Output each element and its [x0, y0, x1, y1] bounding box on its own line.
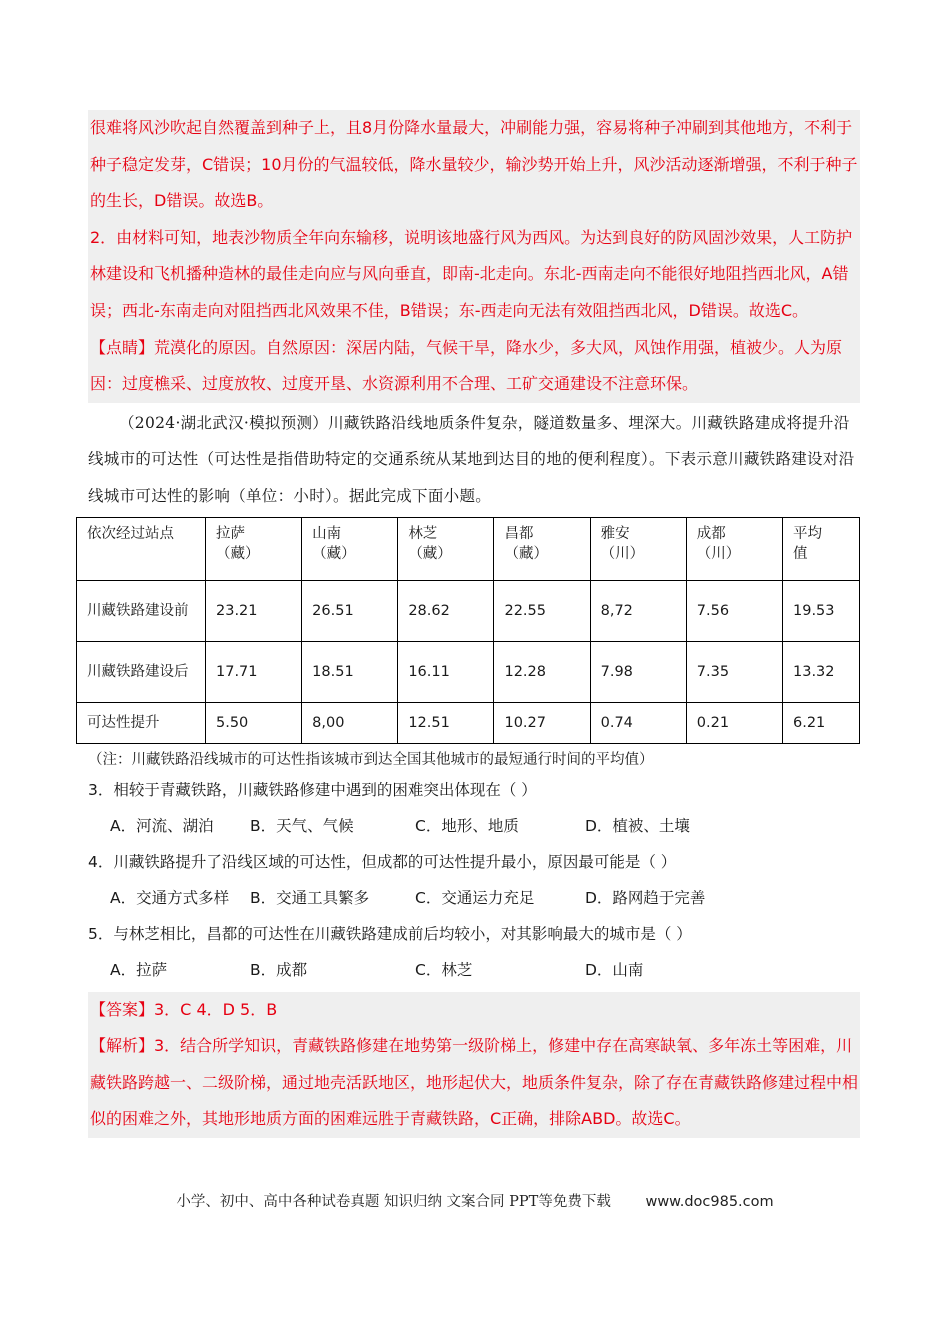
analysis-continuation: 很难将风沙吹起自然覆盖到种子上，且8月份降水量最大，冲刷能力强，容易将种子冲刷到其他地方，不利于种子稳定发芽，C错误；10月份的气温较低，降水量较少，输沙势开始上升，风沙活动逐渐增强，不利于种子的生长，D错误。故选B。: [90, 118, 858, 211]
answer-line: 【答案】3．C 4．D 5．B: [90, 999, 278, 1019]
table-cell: 7.35: [686, 641, 782, 702]
table-header-cell: 成都 （川）: [686, 517, 782, 580]
page-content: [88, 110, 860, 1138]
question-5: 5．与林芝相比，昌都的可达性在川藏铁路建成前后均较小，对其影响最大的城市是（ ）: [88, 924, 692, 943]
table-row: [77, 641, 860, 702]
question-3-options: [88, 808, 860, 844]
accessibility-table: [76, 517, 860, 744]
table-cell: 0.21: [686, 702, 782, 743]
option-d: D．路网趋于完善: [585, 888, 706, 907]
table-cell: 26.51: [302, 580, 398, 641]
table-cell: 23.21: [206, 580, 302, 641]
option-c: C．地形、地质: [415, 816, 519, 835]
table-cell: 5.50: [206, 702, 302, 743]
question-4: 4．川藏铁路提升了沿线区域的可达性，但成都的可达性提升最小，原因最可能是（ ）: [88, 852, 677, 871]
page-footer: [0, 1190, 950, 1211]
table-cell: 13.32: [783, 641, 860, 702]
table-header-cell: 昌都 （藏）: [494, 517, 590, 580]
question-5-options: [88, 952, 860, 988]
table-header-cell: 拉萨 （藏）: [206, 517, 302, 580]
option-c: C．林芝: [415, 960, 473, 979]
option-b: B．成都: [250, 960, 308, 979]
question-3: 3．相较于青藏铁路，川藏铁路修建中遇到的困难突出体现在（ ）: [88, 780, 537, 799]
option-b: B．天气、气候: [250, 816, 354, 835]
table-cell: 7.98: [590, 641, 686, 702]
table-cell: 8,00: [302, 702, 398, 743]
option-b: B．交通工具繁多: [250, 888, 370, 907]
row-label: 川藏铁路建设后: [77, 641, 206, 702]
analysis-paragraph: 【解析】3．结合所学知识，青藏铁路修建在地势第一级阶梯上，修建中存在高寒缺氧、多年冻土等困难，川藏铁路跨越一、二级阶梯，通过地壳活跃地区，地形起伏大，地质条件复杂，除了存在青藏铁路修建过程中相似的困难之外，其地形地质方面的困难远胜于青藏铁路，C正确，排除ABD。故选C。: [90, 1036, 859, 1129]
table-row: [77, 702, 860, 743]
table-header-cell: 平均 值: [783, 517, 860, 580]
table-header-row: [77, 517, 860, 580]
previous-analysis-block: [88, 110, 860, 403]
table-header-cell: 林芝 （藏）: [398, 517, 494, 580]
table-cell: 22.55: [494, 580, 590, 641]
option-a: A．交通方式多样: [110, 888, 230, 907]
question-stem: （2024·湖北武汉·模拟预测）川藏铁路沿线地质条件复杂，隧道数量多、埋深大。川藏铁路建成将提升沿线城市的可达性（可达性是指借助特定的交通系统从某地到达目的地的便利程度）。下表示意川藏铁路建设对沿线城市可达性的影响（单位：小时）。据此完成下面小题。: [88, 413, 855, 505]
table-cell: 12.28: [494, 641, 590, 702]
analysis-q2: 2．由材料可知，地表沙物质全年向东输移，说明该地盛行风为西风。为达到良好的防风固沙效果，人工防护林建设和飞机播种造林的最佳走向应与风向垂直，即南-北走向。东北-西南走向不能很好地阻挡西北风，A错误；西北-东南走向对阻挡西北风效果不佳，B错误；东-西走向无法有效阻挡西北风，D错误。故选C。: [90, 227, 853, 320]
table-header-cell: 雅安 （川）: [590, 517, 686, 580]
table-header-cell: 依次经过站点: [77, 517, 206, 580]
table-header-cell: 山南 （藏）: [302, 517, 398, 580]
table-cell: 18.51: [302, 641, 398, 702]
option-c: C．交通运力充足: [415, 888, 535, 907]
footer-text: 小学、初中、高中各种试卷真题 知识归纳 文案合同 PPT等免费下载: [176, 1194, 611, 1210]
table-note: （注：川藏铁路沿线城市的可达性指该城市到达全国其他城市的最短通行时间的平均值）: [88, 751, 654, 768]
question-4-options: [88, 880, 860, 916]
option-d: D．植被、土壤: [585, 816, 690, 835]
table-cell: 16.11: [398, 641, 494, 702]
option-d: D．山南: [585, 960, 644, 979]
table-cell: 10.27: [494, 702, 590, 743]
footer-url[interactable]: www.doc985.com: [645, 1194, 774, 1210]
table-cell: 19.53: [783, 580, 860, 641]
row-label: 可达性提升: [77, 702, 206, 743]
table-cell: 12.51: [398, 702, 494, 743]
row-label: 川藏铁路建设前: [77, 580, 206, 641]
table-cell: 28.62: [398, 580, 494, 641]
option-a: A．拉萨: [110, 960, 168, 979]
tip-paragraph: 【点睛】荒漠化的原因。自然原因：深居内陆，气候干旱，降水少，多大风，风蚀作用强，植被少。人为原因：过度樵采、过度放牧、过度开垦、水资源利用不合理、工矿交通建设不注意环保。: [90, 337, 843, 394]
table-cell: 8,72: [590, 580, 686, 641]
option-a: A．河流、湖泊: [110, 816, 214, 835]
table-cell: 7.56: [686, 580, 782, 641]
table-cell: 0.74: [590, 702, 686, 743]
table-cell: 6.21: [783, 702, 860, 743]
answer-block: [88, 992, 860, 1138]
table-row: [77, 580, 860, 641]
table-cell: 17.71: [206, 641, 302, 702]
